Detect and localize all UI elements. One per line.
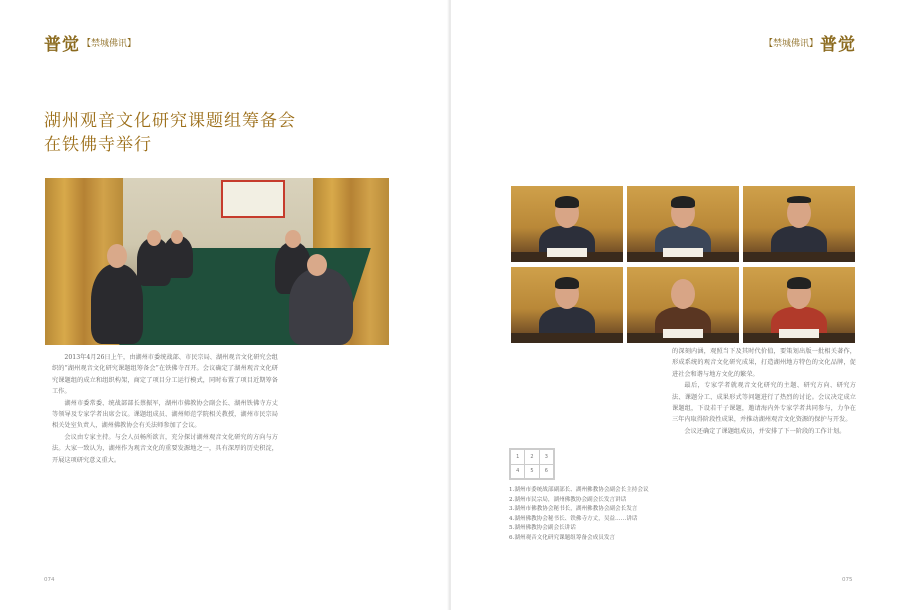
photo-index-grid: [509, 448, 555, 480]
caption: 2.湖州市民宗局，湖州佛教协会副会长发言讲话: [509, 496, 627, 503]
caption: 4.湖州佛教协会秘书长、铁佛寺方丈，吴益……讲话: [509, 515, 638, 522]
attendee-head: [171, 230, 183, 244]
name-card: [663, 248, 703, 257]
masthead-right: [764, 30, 856, 55]
caption: 3.湖州市佛教协会秘书长，湖州佛教协会副会长发言: [509, 506, 638, 513]
portrait-photo-4: [511, 267, 623, 343]
attendee-head: [147, 230, 161, 246]
attendee: [91, 264, 143, 344]
name-card: [779, 329, 819, 338]
grid-cell: 5: [525, 464, 539, 479]
attendee: [289, 268, 353, 345]
grid-cell: 3: [539, 450, 553, 465]
section-label: 【禁城佛讯】: [763, 39, 818, 49]
masthead-left: [44, 30, 136, 55]
name-card: [547, 248, 587, 257]
article-body-left: [52, 352, 278, 466]
magazine-logo: 普觉: [820, 35, 856, 55]
paragraph: 的深刻内涵，观照当下及其时代价值，要策划出版一批相关著作，形成系统的观音文化研究成果，打造湖州地方特色的文化品牌，促进社会和谐与地方文化的繁荣。: [672, 348, 856, 378]
portrait-photo-3: [743, 186, 855, 262]
main-meeting-photo: [45, 178, 389, 345]
portrait-photo-1: [511, 186, 623, 262]
article-body-right: [672, 346, 856, 437]
caption: 6.湖州观音文化研究课题组筹备会成员发言: [509, 534, 616, 541]
grid-cell: 6: [539, 464, 553, 479]
left-page: [0, 0, 449, 610]
name-card: [663, 329, 703, 338]
page-number-left: 074: [44, 577, 55, 583]
headline-line-2: 在铁佛寺举行: [44, 135, 152, 155]
grid-cell: 4: [511, 464, 525, 479]
photo-captions: [509, 486, 651, 544]
caption: 1.湖州市委统战部副部长、湖州佛教协会副会长主持会议: [509, 487, 649, 493]
headline-line-1: 湖州观音文化研究课题组筹备会: [44, 111, 296, 131]
grid-cell: 2: [525, 450, 539, 465]
article-headline: [44, 109, 304, 157]
section-label: 【禁城佛讯】: [82, 39, 137, 49]
attendee-head: [107, 244, 127, 268]
paragraph: 2013年4月26日上午，由湖州市委统战部、市民宗局、湖州观音文化研究会组织的“湖州观音文化研究课题组筹备会”在铁佛寺召开。会议确定了湖州观音文化研究课题组的成立和组织构架，商定了项目分工运行模式，同时布置了项目近期筹备工作。: [52, 354, 278, 396]
grid-cell: 1: [511, 450, 525, 465]
portrait-photo-6: [743, 267, 855, 343]
paragraph: 会议还确定了课题组成员，并安排了下一阶段的工作计划。: [684, 427, 846, 435]
magazine-logo: 普觉: [44, 35, 80, 55]
paragraph: 最后，专家学者就观音文化研究的主题、研究方向、研究方法、课题分工、成果形式等问题进行了热烈的讨论。会议决定成立课题组，下设若干子课题，邀请海内外专家学者共同参与，力争在三年内取得阶段性成果，并推动湖州观音文化资源的保护与开发。: [672, 382, 856, 424]
attendee-head: [307, 254, 327, 276]
attendee-head: [285, 230, 301, 248]
caption: 5.湖州佛教协会副会长讲话: [509, 525, 576, 532]
portrait-photo-5: [627, 267, 739, 343]
paragraph: 会议由专家主持。与会人员畅所欲言，充分探讨湖州观音文化研究的方向与方法。大家一致认为，湖州作为观音文化的重要发源地之一，具有深厚的历史积淀，开展这项研究意义重大。: [52, 433, 278, 464]
meeting-banner: [221, 180, 285, 218]
page-number-right: 075: [842, 577, 853, 583]
portrait-photo-2: [627, 186, 739, 262]
paragraph: 湖州市委常委、统战部部长蔡振军，湖州市佛教协会副会长、湖州铁佛寺方丈等领导及专家学者出席会议。课题组成员、湖州师范学院相关教授，湖州市民宗局相关处室负责人，湖州佛教协会有关法师参加了会议。: [52, 399, 278, 430]
